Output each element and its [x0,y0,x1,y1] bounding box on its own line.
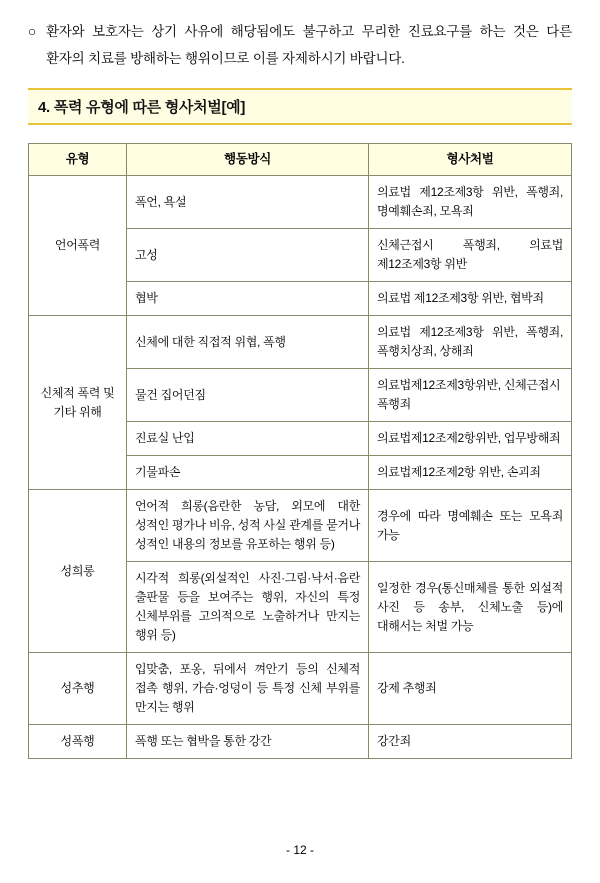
page-number: - 12 - [285,843,314,857]
behavior-cell: 고성 [127,229,369,282]
table-row [29,316,572,369]
behavior-cell: 물건 집어던짐 [127,369,369,422]
penalty-cell: 의료법제12조제2항 위반, 손괴죄 [369,456,572,490]
behavior-cell: 진료실 난입 [127,422,369,456]
column-header-type: 유형 [29,144,127,176]
column-header-penalty: 형사처벌 [369,144,572,176]
penalty-cell: 의료법제12조제3항위반, 신체근접시 폭행죄 [369,369,572,422]
behavior-cell: 신체에 대한 직접적 위협, 폭행 [127,316,369,369]
behavior-cell: 시각적 희롱(외설적인 사진·그림·낙서·음란 출판물 등을 보여주는 행위, 자신의 특정 신체부위를 고의적으로 노출하거나 만지는 행위 등) [127,562,369,653]
behavior-cell: 폭언, 욕설 [127,176,369,229]
penalty-cell: 일정한 경우(통신매체를 통한 외설적 사진 등 송부, 신체노출 등)에 대해서는 처벌 가능 [369,562,572,653]
behavior-cell: 협박 [127,282,369,316]
section-heading: 4. 폭력 유형에 따른 형사처벌[예] [28,88,572,125]
penalty-cell: 의료법 제12조제3항 위반, 협박죄 [369,282,572,316]
behavior-cell: 기물파손 [127,456,369,490]
violence-penalty-table [28,143,572,759]
penalty-cell: 의료법제12조제2항위반, 업무방해죄 [369,422,572,456]
table-header-row [29,144,572,176]
penalty-cell: 강제 추행죄 [369,653,572,725]
type-cell: 성폭행 [29,725,127,759]
table-row [29,653,572,725]
table-body [29,176,572,759]
penalty-cell: 의료법 제12조제3항 위반, 폭행죄, 폭행치상죄, 상해죄 [369,316,572,369]
bullet-marker: ○ [28,24,37,39]
intro-paragraph [28,18,572,72]
behavior-cell: 입맞춤, 포옹, 뒤에서 껴안기 등의 신체적 접촉 행위, 가슴·엉덩이 등 특정 신체 부위를 만지는 행위 [127,653,369,725]
type-cell: 성희롱 [29,490,127,653]
penalty-cell: 신체근접시 폭행죄, 의료법 제12조제3항 위반 [369,229,572,282]
intro-paragraph-text: 환자와 보호자는 상기 사유에 해당됨에도 불구하고 무리한 진료요구를 하는 것은 다른 환자의 치료를 방해하는 행위이므로 이를 자제하시기 바랍니다. [46,24,572,66]
type-cell: 언어폭력 [29,176,127,316]
table-row [29,176,572,229]
type-cell: 성추행 [29,653,127,725]
penalty-cell: 의료법 제12조제3항 위반, 폭행죄, 명예훼손죄, 모욕죄 [369,176,572,229]
type-cell: 신체적 폭력 및 기타 위해 [29,316,127,490]
column-header-behavior: 행동방식 [127,144,369,176]
table-row [29,490,572,562]
behavior-cell: 폭행 또는 협박을 통한 강간 [127,725,369,759]
penalty-cell: 강간죄 [369,725,572,759]
penalty-cell: 경우에 따라 명예훼손 또는 모욕죄 가능 [369,490,572,562]
table-row [29,725,572,759]
behavior-cell: 언어적 희롱(음란한 농담, 외모에 대한 성적인 평가나 비유, 성적 사실 관계를 묻거나 성적인 내용의 정보를 유포하는 행위 등) [127,490,369,562]
table-header [29,144,572,176]
